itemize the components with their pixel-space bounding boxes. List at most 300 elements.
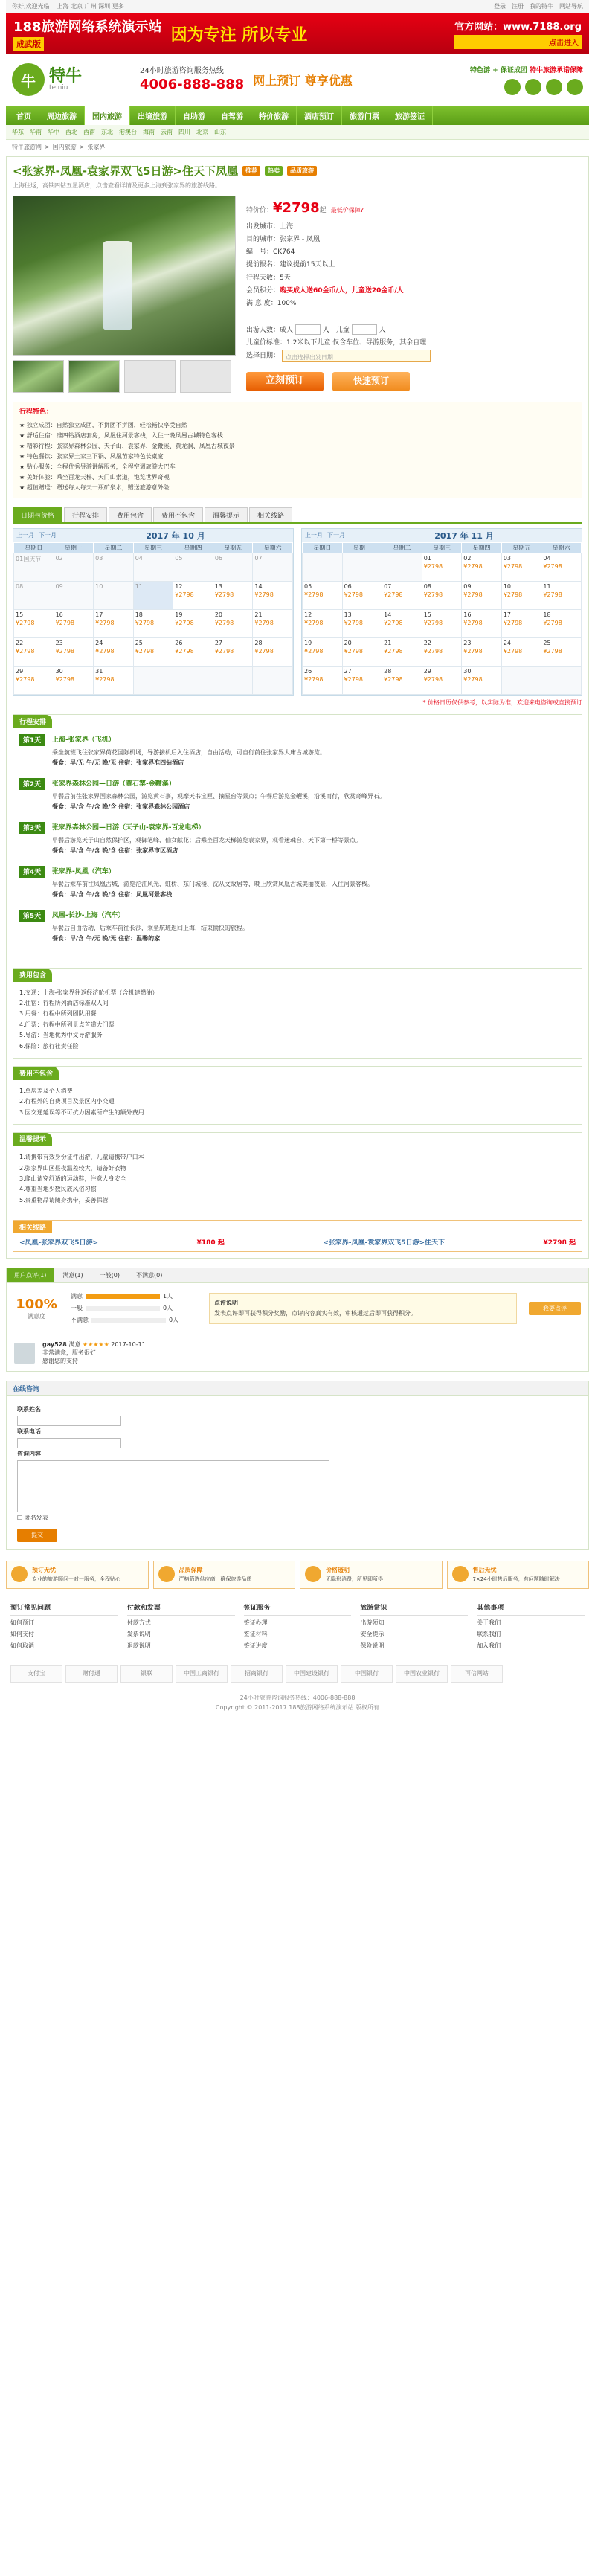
calendar-day[interactable] <box>133 637 173 666</box>
calendar-day[interactable] <box>501 609 541 637</box>
banner-site[interactable]: 官方网站：www.7188.org 点击进入 <box>454 21 582 48</box>
partner-logo[interactable]: 银联 <box>120 1665 173 1683</box>
cost-item: 2.行程外的自费项目及景区内小交通 <box>19 1098 115 1105</box>
nav-self-drive[interactable]: 自驾游 <box>213 106 251 125</box>
day-price: ¥2798 <box>214 619 234 626</box>
calendar-day[interactable] <box>342 666 382 694</box>
footer-link[interactable]: 付款方式 <box>126 1619 151 1627</box>
thumbnail[interactable] <box>13 360 64 393</box>
city-list[interactable]: 上海 北京 广州 深圳 更多 <box>57 3 124 10</box>
partner-logo[interactable]: 中国建设银行 <box>286 1665 338 1683</box>
calendar-day[interactable] <box>173 581 213 609</box>
detail-tabs <box>13 507 582 524</box>
itinerary-title: 行程安排 <box>13 715 52 728</box>
cost-item: 2.住宿：行程所列酒店标准双人间 <box>19 999 109 1006</box>
day-price: ¥2798 <box>503 591 523 598</box>
submit-button[interactable]: 提交 <box>17 1529 57 1542</box>
day-number: 20 <box>344 639 352 646</box>
nav-home[interactable]: 首页 <box>9 106 39 125</box>
calendar-day <box>253 666 293 694</box>
day-number: 03 <box>503 554 511 562</box>
calendar-day[interactable] <box>422 609 462 637</box>
day-price: ¥2798 <box>95 675 115 683</box>
thumbnail-placeholder[interactable] <box>124 360 176 393</box>
partner-logo[interactable]: 中国工商银行 <box>176 1665 228 1683</box>
calendar-day[interactable] <box>253 637 293 666</box>
calendar-day[interactable] <box>382 581 422 609</box>
day-price: ¥2798 <box>463 591 483 598</box>
subnav-item[interactable]: 云南 <box>161 129 173 135</box>
day-number: 04 <box>135 554 143 562</box>
feature-item: ★ 特色餐饮：张家界土家三下锅、凤凰苗家特色长桌宴 <box>19 452 164 460</box>
avatar <box>14 1343 35 1364</box>
calendar-header <box>13 529 293 542</box>
day-content <box>52 866 576 901</box>
calendar-day <box>94 581 134 609</box>
day-number: 28 <box>384 667 392 675</box>
phone-input[interactable] <box>17 1438 121 1448</box>
prev-month-button[interactable]: 上一月 <box>305 532 323 539</box>
consult-title: 在线咨询 <box>7 1381 588 1396</box>
footer-link[interactable]: 如何支付 <box>10 1631 34 1638</box>
day-number: 12 <box>175 582 183 590</box>
day-price: ¥2798 <box>543 591 562 598</box>
guarantee-card: 品质保障 严格筛选供应商，确保旅游品质 <box>153 1561 296 1589</box>
day-meals: 餐食：早/无 午/无 晚/无 住宿：张家界准四钻酒店 <box>52 759 184 767</box>
related-route-price: ¥2798 起 <box>543 1239 576 1247</box>
calendar-day <box>94 553 134 581</box>
itinerary-section <box>13 714 582 960</box>
day-price: 国庆节 <box>23 555 42 562</box>
login-link[interactable]: 登录 <box>494 3 506 10</box>
tip-item: 4.尊重当地少数民族风俗习惯 <box>19 1186 97 1193</box>
review-tab-bad[interactable]: 不满意(0) <box>136 1272 163 1279</box>
calendar-day[interactable] <box>382 637 422 666</box>
calendar-day[interactable] <box>422 666 462 694</box>
booking-form: 出游人数：成人 人 儿童 人 儿童价标准：1.2米以下儿童 仅含车位、导游服务，其余自理 选择日期： 点击选择出发日期 <box>246 318 582 363</box>
day-number: 11 <box>135 582 143 590</box>
tab-itinerary[interactable]: 行程安排 <box>64 507 107 522</box>
calendar-day <box>303 553 343 581</box>
weekday-header: 星期日 <box>14 542 54 553</box>
itinerary-day <box>19 910 576 945</box>
day-number: 21 <box>254 611 263 618</box>
nav-nearby[interactable]: 周边旅游 <box>39 106 85 125</box>
footer-column <box>10 1602 118 1651</box>
day-number: 27 <box>214 639 222 646</box>
name-label: 联系姓名 <box>17 1406 41 1413</box>
day-number: 02 <box>463 554 472 562</box>
review-section <box>6 1268 589 1372</box>
next-month-button[interactable]: 下一月 <box>39 532 57 539</box>
calendar-day[interactable] <box>541 609 582 637</box>
product-main <box>6 156 589 1259</box>
day-price: ¥2798 <box>214 591 234 598</box>
day-price: ¥2798 <box>135 619 155 626</box>
partner-logo[interactable]: 中国农业银行 <box>396 1665 448 1683</box>
day-price: ¥2798 <box>175 591 194 598</box>
nav-special[interactable]: 特价旅游 <box>251 106 297 125</box>
cost-item: 4.门票：行程中所列景点首道大门票 <box>19 1021 115 1028</box>
weekday-header: 星期二 <box>94 542 134 553</box>
day-number: 19 <box>175 611 183 618</box>
calendar-day <box>382 553 422 581</box>
calendar-day[interactable] <box>54 637 94 666</box>
day-text: 早餐后乘车前往凤凰古城，游览沱江风光、虹桥、东门城楼、沈从文故居等，晚上欣赏凤凰古城美丽夜景，入住河景客栈。 <box>52 880 373 887</box>
calendar-day[interactable] <box>133 609 173 637</box>
weekday-header: 星期二 <box>382 542 422 553</box>
calendar-day[interactable] <box>541 553 582 581</box>
footer-column <box>360 1602 468 1651</box>
day-price: ¥2798 <box>543 562 562 570</box>
quick-book-button[interactable]: 快速预订 <box>332 372 410 391</box>
day-price: ¥2798 <box>214 647 234 655</box>
cost-included-section <box>13 968 582 1059</box>
feature-item: ★ 精彩行程：张家界森林公园、天子山、袁家界、金鞭溪、黄龙洞、凤凰古城夜景 <box>19 442 235 449</box>
welcome-text: 你好,欢迎光临 <box>12 3 50 10</box>
footer-link[interactable]: 关于我们 <box>477 1619 501 1627</box>
page-title: <张家界-凤凰-袁家界双飞5日游>住天下凤凰 <box>13 164 239 178</box>
day-price: ¥2798 <box>503 647 523 655</box>
day-number: 06 <box>214 554 222 562</box>
calendar-day[interactable] <box>303 637 343 666</box>
day-price: ¥2798 <box>463 562 483 570</box>
feature-item: ★ 舒适住宿：准四钻酒店套房，凤凰住河景客栈，入住一晚凤凰古城特色客栈 <box>19 431 223 439</box>
footer-link[interactable]: 签证办理 <box>243 1619 268 1627</box>
footer-link[interactable]: 保险说明 <box>360 1642 385 1649</box>
subnav-item[interactable]: 海南 <box>143 129 155 135</box>
name-input[interactable] <box>17 1416 121 1426</box>
price-guarantee-link[interactable]: 最低价保障? <box>330 207 364 213</box>
footer-link[interactable]: 签证材料 <box>243 1631 268 1638</box>
partner-logos <box>6 1660 589 1687</box>
calendar-day[interactable] <box>213 637 253 666</box>
footer-heading: 预订常见问题 <box>10 1602 118 1616</box>
related-route-link[interactable]: <张家界-凤凰-袁家界双飞5日游>住天下 <box>323 1239 446 1247</box>
anon-checkbox[interactable]: ☐ <box>17 1515 23 1522</box>
calendar-day[interactable] <box>94 666 134 694</box>
day-price: ¥2798 <box>135 647 155 655</box>
day-number: 27 <box>344 667 352 675</box>
tab-dates[interactable]: 日期与价格 <box>13 507 62 522</box>
day-price: ¥2798 <box>55 675 75 683</box>
calendar-day[interactable] <box>541 581 582 609</box>
tag-hot: 热卖 <box>265 166 283 176</box>
day-price: ¥2798 <box>463 675 483 683</box>
review-user: gay528 <box>42 1341 67 1349</box>
subnav-item[interactable]: 华南 <box>30 129 42 135</box>
tips-section <box>13 1132 582 1212</box>
calendar-day <box>541 666 582 694</box>
feature-item: ★ 贴心服务：全程优秀导游讲解服务，全程空调旅游大巴车 <box>19 463 176 470</box>
weekday-header: 星期五 <box>213 542 253 553</box>
thumbnail-placeholder[interactable] <box>180 360 231 393</box>
review-tab-ok[interactable]: 一般(0) <box>99 1272 120 1279</box>
day-number-badge: 第5天 <box>19 910 45 922</box>
calendar-day[interactable] <box>382 609 422 637</box>
adult-count-input[interactable] <box>295 324 321 335</box>
calendar-day[interactable] <box>462 637 502 666</box>
weekday-header: 星期六 <box>541 542 582 553</box>
weekday-header: 星期一 <box>54 542 94 553</box>
day-price: ¥2798 <box>304 591 324 598</box>
day-number: 20 <box>214 611 222 618</box>
calendar-day[interactable] <box>462 609 502 637</box>
day-price: ¥2798 <box>175 619 194 626</box>
calendar-day <box>14 581 54 609</box>
partner-logo[interactable]: 中国银行 <box>341 1665 393 1683</box>
nav-domestic[interactable]: 国内旅游 <box>85 106 130 125</box>
day-number: 30 <box>463 667 472 675</box>
review-tab-all[interactable]: 用户点评(1) <box>7 1268 54 1282</box>
day-number: 13 <box>344 611 352 618</box>
calendar-day[interactable] <box>541 637 582 666</box>
rating-bars <box>71 1291 197 1326</box>
child-count-input[interactable] <box>352 324 377 335</box>
day-price: ¥2798 <box>384 675 403 683</box>
day-number: 23 <box>463 639 472 646</box>
tab-cost-included[interactable]: 费用包含 <box>109 507 152 522</box>
calendar-day[interactable] <box>94 609 134 637</box>
crumb-zjj[interactable]: 张家界 <box>87 143 106 150</box>
write-review-button[interactable]: 我要点评 <box>529 1302 581 1315</box>
calendar-day[interactable] <box>54 666 94 694</box>
day-number: 06 <box>344 582 352 590</box>
register-link[interactable]: 注册 <box>512 3 524 10</box>
day-number-badge: 第3天 <box>19 822 45 834</box>
info-row: 出发城市：上海 <box>246 223 294 231</box>
day-number: 22 <box>16 639 24 646</box>
cost-excluded-section <box>13 1066 582 1125</box>
prev-month-button[interactable]: 上一月 <box>16 532 34 539</box>
day-price: ¥2798 <box>423 675 443 683</box>
footer-heading: 其他事项 <box>477 1602 585 1616</box>
calendar-day[interactable] <box>342 637 382 666</box>
rating-bar <box>86 1294 160 1299</box>
crumb-domestic[interactable]: 国内旅游 <box>52 143 77 150</box>
crumb-home[interactable]: 特牛旅游网 <box>12 143 42 150</box>
tag-quality: 品质旅游 <box>287 166 317 176</box>
calendar-day[interactable] <box>253 581 293 609</box>
calendar-day[interactable] <box>213 581 253 609</box>
calendar-day[interactable] <box>303 609 343 637</box>
day-price: ¥2798 <box>55 619 75 626</box>
partner-logo[interactable]: 财付通 <box>65 1665 118 1683</box>
day-number: 19 <box>304 639 312 646</box>
partner-logo[interactable]: 招商银行 <box>231 1665 283 1683</box>
cost-item: 1.单房差及个人消费 <box>19 1087 73 1094</box>
day-price: ¥2798 <box>463 647 483 655</box>
info-row: 会员积分：购买成人送60金币/人，儿童送20金币/人 <box>246 286 404 295</box>
calendar-day <box>133 666 173 694</box>
day-heading: 凤凰-长沙-上海（汽车） <box>52 911 125 919</box>
calendar-day[interactable] <box>422 581 462 609</box>
calendar-day <box>213 666 253 694</box>
review-tab-good[interactable]: 满意(1) <box>62 1272 83 1279</box>
footer-column <box>244 1602 352 1651</box>
subnav-item[interactable]: 四川 <box>178 129 190 135</box>
day-content <box>52 778 576 813</box>
calendar-day[interactable] <box>303 666 343 694</box>
day-number: 08 <box>423 582 431 590</box>
cost-item: 3.用餐：行程中所列团队用餐 <box>19 1010 97 1018</box>
day-price: ¥2798 <box>384 647 403 655</box>
footer-link[interactable]: 签证进度 <box>243 1642 268 1649</box>
book-now-button[interactable]: 立刻预订 <box>246 372 324 391</box>
my-account-link[interactable]: 我的特牛 <box>530 3 553 10</box>
tip-item: 3.爬山请穿舒适的运动鞋，注意人身安全 <box>19 1175 126 1182</box>
next-month-button[interactable]: 下一月 <box>327 532 345 539</box>
related-route-link[interactable]: <凤凰-张家界双飞5日游> <box>19 1239 99 1247</box>
day-price: ¥2798 <box>384 619 403 626</box>
footer-link[interactable]: 出游须知 <box>360 1619 385 1627</box>
tip-item: 1.请携带有效身份证件出游，儿童请携带户口本 <box>19 1154 144 1161</box>
satisfaction-score: 100% 满意度 <box>16 1297 57 1320</box>
weekday-header: 星期三 <box>133 542 173 553</box>
day-price: ¥2798 <box>344 675 364 683</box>
calendar-day[interactable] <box>14 637 54 666</box>
calendar-day[interactable] <box>173 637 213 666</box>
day-number: 10 <box>503 582 511 590</box>
calendar-day <box>501 666 541 694</box>
partner-logo[interactable]: 支付宝 <box>10 1665 62 1683</box>
calendar-day[interactable] <box>342 609 382 637</box>
calendar-day[interactable] <box>14 609 54 637</box>
star-rating-icon: ★★★★★ <box>82 1341 109 1349</box>
review-reply: 感谢您的支持 <box>42 1358 78 1365</box>
calendar-day[interactable] <box>462 666 502 694</box>
top-bar <box>6 0 589 13</box>
footer-link[interactable]: 联系我们 <box>477 1631 501 1638</box>
calendar-day <box>173 553 213 581</box>
main-photo[interactable] <box>13 196 236 356</box>
calendar-day[interactable] <box>501 581 541 609</box>
day-number: 08 <box>16 582 24 590</box>
calendar-month-title: 2017 年 11 月 <box>434 530 494 541</box>
subnav-item[interactable]: 西北 <box>65 129 77 135</box>
nav-outbound[interactable]: 出境旅游 <box>130 106 176 125</box>
subnav-item[interactable]: 港澳台 <box>119 129 137 135</box>
day-price: ¥2798 <box>384 591 403 598</box>
date-input[interactable]: 点击选择出发日期 <box>282 350 431 362</box>
day-price: ¥2798 <box>95 647 115 655</box>
day-number: 26 <box>175 639 183 646</box>
calendar-day[interactable] <box>253 609 293 637</box>
footer-heading: 付款和发票 <box>127 1602 235 1616</box>
calendar-day[interactable] <box>422 637 462 666</box>
thumbnail[interactable] <box>68 360 120 393</box>
nav-hotel[interactable]: 酒店预订 <box>297 106 342 125</box>
breadcrumb: 特牛旅游网 > 国内旅游 > 张家界 <box>12 143 106 150</box>
day-number: 07 <box>384 582 392 590</box>
day-content <box>52 734 576 769</box>
footer-link[interactable]: 安全提示 <box>360 1631 385 1638</box>
footer-column <box>477 1602 585 1651</box>
calendar-day <box>14 553 54 581</box>
review-comment: 非常满意，服务很好 <box>42 1349 96 1357</box>
day-price: ¥2798 <box>304 619 324 626</box>
site-nav-link[interactable]: 网站导航 <box>559 3 583 10</box>
calendar-day[interactable] <box>422 553 462 581</box>
calendar-day[interactable] <box>462 553 502 581</box>
calendar-day[interactable] <box>382 666 422 694</box>
calendar-month-title: 2017 年 10 月 <box>146 530 205 541</box>
day-price: ¥2798 <box>344 591 364 598</box>
calendar-day[interactable] <box>94 637 134 666</box>
service-icon <box>305 1566 321 1582</box>
calendar-day[interactable] <box>501 637 541 666</box>
copyright: 24小时旅游咨询服务热线：4006-888-888 Copyright © 2011-2017 188旅游网络系统演示站 版权所有 <box>215 1694 380 1712</box>
service-guarantees <box>6 1561 589 1589</box>
tab-related[interactable]: 相关线路 <box>249 507 292 522</box>
subnav-item[interactable]: 山东 <box>214 129 226 135</box>
day-number: 23 <box>55 639 63 646</box>
subnav-item[interactable]: 北京 <box>196 129 208 135</box>
weekday-header: 星期六 <box>253 542 293 553</box>
calendar-day[interactable] <box>173 609 213 637</box>
subnav-item[interactable]: 华中 <box>48 129 60 135</box>
tab-tips[interactable]: 温馨提示 <box>205 507 248 522</box>
partner-logo[interactable]: 可信网站 <box>451 1665 503 1683</box>
nav-tickets[interactable]: 旅游门票 <box>342 106 387 125</box>
calendar-day[interactable] <box>342 581 382 609</box>
calendar-day[interactable] <box>501 553 541 581</box>
day-number: 31 <box>95 667 103 675</box>
day-price: ¥2798 <box>16 675 35 683</box>
nav-visa[interactable]: 旅游签证 <box>387 106 433 125</box>
day-number: 26 <box>304 667 312 675</box>
site-logo[interactable]: 牛 特牛 teiniu <box>12 61 131 98</box>
calendar-day[interactable] <box>14 666 54 694</box>
day-number: 29 <box>16 667 24 675</box>
subnav-item[interactable]: 华东 <box>12 129 24 135</box>
day-number: 24 <box>503 639 511 646</box>
subnav-item[interactable]: 东北 <box>101 129 113 135</box>
nav-self-tour[interactable]: 自助游 <box>176 106 213 125</box>
day-text: 早餐后前往张家界国家森林公园，游览黄石寨，观摩天书宝匣、摘星台等景点；午餐后游览金鞭溪，沿溪而行，欣赏奇峰异石。 <box>52 792 385 800</box>
service-icon <box>11 1566 28 1582</box>
content-textarea[interactable] <box>17 1460 329 1512</box>
day-meals: 餐食：早/含 午/含 晚/含 住宿：张家界市区酒店 <box>52 847 178 855</box>
tab-cost-excluded[interactable]: 费用不包含 <box>153 507 203 522</box>
footer-link[interactable]: 如何取消 <box>10 1642 34 1649</box>
subnav-item[interactable]: 西南 <box>83 129 95 135</box>
info-row: 满 意 度：100% <box>246 299 297 307</box>
cost-included-title: 费用包含 <box>13 969 52 982</box>
footer-link[interactable]: 退款说明 <box>126 1642 151 1649</box>
day-meals: 餐食：早/含 午/含 晚/含 住宿：张家界森林公园酒店 <box>52 803 190 811</box>
day-number: 16 <box>55 611 63 618</box>
hotline: 24小时旅游咨询服务热线 4006-888-888 <box>140 66 245 92</box>
price-value: ¥2798 <box>273 200 320 216</box>
footer-link[interactable]: 发票说明 <box>126 1631 151 1638</box>
footer-link[interactable]: 如何预订 <box>10 1619 34 1627</box>
day-price: ¥2798 <box>254 619 274 626</box>
cost-item: 1.交通：上海-张家界往返经济舱机票（含机建燃油） <box>19 989 158 996</box>
review-note: 点评说明 发表点评即可获得积分奖励，点评内容真实有效，审核通过后即可获得积分。 <box>209 1293 517 1323</box>
footer-link[interactable]: 加入我们 <box>477 1642 501 1649</box>
calendar-day[interactable] <box>462 581 502 609</box>
ad-banner[interactable] <box>6 13 589 54</box>
guarantee-card: 价格透明 无隐形消费，所见即所得 <box>300 1561 443 1589</box>
day-price: ¥2798 <box>503 619 523 626</box>
calendar-day[interactable] <box>213 609 253 637</box>
rating-bar-row: 不满意 0人 <box>71 1317 179 1324</box>
calendar-day[interactable] <box>54 609 94 637</box>
calendar-day[interactable] <box>303 581 343 609</box>
calendar-day <box>54 581 94 609</box>
day-price: ¥2798 <box>55 647 75 655</box>
